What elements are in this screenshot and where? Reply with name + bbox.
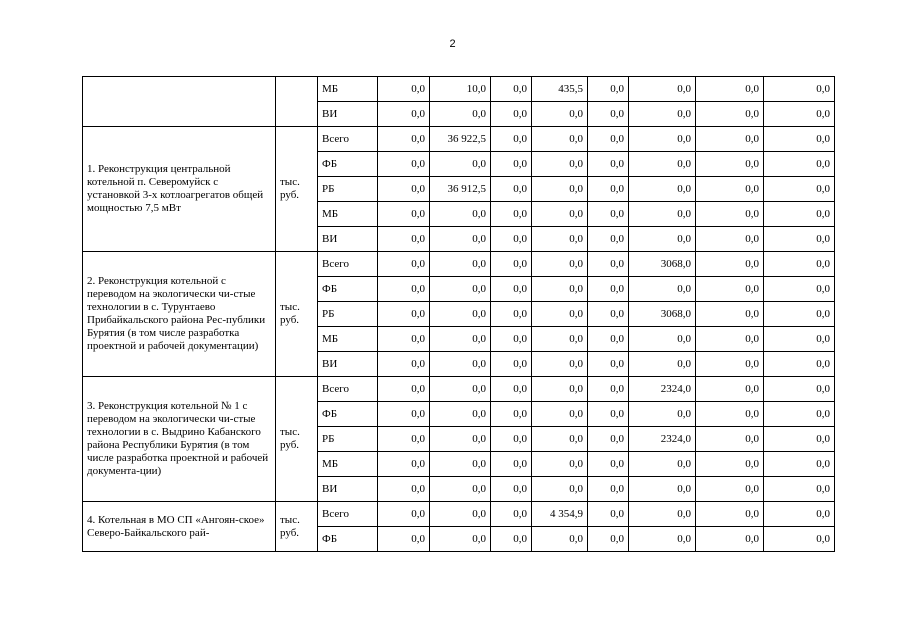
funding-source: ФБ xyxy=(318,402,378,427)
funding-source: Всего xyxy=(318,377,378,402)
value-cell: 0,0 xyxy=(764,202,835,227)
value-cell: 0,0 xyxy=(430,152,491,177)
value-cell: 0,0 xyxy=(378,402,430,427)
funding-source: ВИ xyxy=(318,352,378,377)
value-cell: 0,0 xyxy=(532,177,588,202)
value-cell: 0,0 xyxy=(491,327,532,352)
value-cell: 36 912,5 xyxy=(430,177,491,202)
value-cell: 0,0 xyxy=(764,377,835,402)
value-cell: 0,0 xyxy=(588,252,629,277)
value-cell: 0,0 xyxy=(532,152,588,177)
value-cell: 0,0 xyxy=(491,377,532,402)
value-cell: 0,0 xyxy=(588,527,629,552)
table-row xyxy=(83,252,835,277)
value-cell: 0,0 xyxy=(430,227,491,252)
funding-source: Всего xyxy=(318,127,378,152)
value-cell: 0,0 xyxy=(696,77,764,102)
value-cell: 0,0 xyxy=(491,252,532,277)
value-cell: 0,0 xyxy=(696,452,764,477)
funding-source: ВИ xyxy=(318,227,378,252)
value-cell: 4 354,9 xyxy=(532,502,588,527)
value-cell: 0,0 xyxy=(430,477,491,502)
value-cell: 0,0 xyxy=(588,177,629,202)
value-cell: 0,0 xyxy=(629,352,696,377)
funding-source: ВИ xyxy=(318,477,378,502)
value-cell: 0,0 xyxy=(764,427,835,452)
value-cell: 0,0 xyxy=(491,452,532,477)
value-cell: 0,0 xyxy=(629,502,696,527)
funding-source: РБ xyxy=(318,427,378,452)
value-cell: 0,0 xyxy=(588,427,629,452)
value-cell: 0,0 xyxy=(764,527,835,552)
value-cell: 0,0 xyxy=(532,427,588,452)
value-cell: 0,0 xyxy=(696,127,764,152)
value-cell: 36 922,5 xyxy=(430,127,491,152)
value-cell: 0,0 xyxy=(696,227,764,252)
funding-source: ВИ xyxy=(318,102,378,127)
value-cell: 0,0 xyxy=(491,177,532,202)
value-cell: 0,0 xyxy=(629,452,696,477)
funding-source: ФБ xyxy=(318,277,378,302)
value-cell: 0,0 xyxy=(764,477,835,502)
value-cell: 0,0 xyxy=(629,102,696,127)
value-cell: 0,0 xyxy=(430,377,491,402)
measure-description: 3. Реконструкция котельной № 1 с переводом на экологически чи-стые технологии в с. Выдрино Кабанского района Республики Бурятия (в том числе разработка проектной и рабочей документа-ции) xyxy=(83,377,276,502)
value-cell: 0,0 xyxy=(696,527,764,552)
value-cell: 0,0 xyxy=(491,277,532,302)
value-cell: 0,0 xyxy=(532,227,588,252)
value-cell: 10,0 xyxy=(430,77,491,102)
value-cell: 0,0 xyxy=(491,527,532,552)
value-cell: 0,0 xyxy=(491,127,532,152)
value-cell: 0,0 xyxy=(764,77,835,102)
value-cell: 0,0 xyxy=(764,177,835,202)
value-cell: 435,5 xyxy=(532,77,588,102)
value-cell: 0,0 xyxy=(588,477,629,502)
funding-source: МБ xyxy=(318,77,378,102)
value-cell: 0,0 xyxy=(588,452,629,477)
funding-source: ФБ xyxy=(318,152,378,177)
value-cell: 0,0 xyxy=(764,452,835,477)
value-cell: 0,0 xyxy=(696,252,764,277)
value-cell: 0,0 xyxy=(532,102,588,127)
value-cell: 0,0 xyxy=(764,227,835,252)
value-cell: 0,0 xyxy=(629,77,696,102)
value-cell: 0,0 xyxy=(430,502,491,527)
value-cell: 0,0 xyxy=(491,427,532,452)
value-cell: 0,0 xyxy=(764,402,835,427)
value-cell: 0,0 xyxy=(378,277,430,302)
table-row xyxy=(83,77,835,102)
value-cell: 0,0 xyxy=(430,302,491,327)
value-cell: 0,0 xyxy=(696,202,764,227)
value-cell: 0,0 xyxy=(491,477,532,502)
table-row xyxy=(83,127,835,152)
value-cell: 0,0 xyxy=(629,477,696,502)
page-number: 2 xyxy=(449,38,456,50)
value-cell: 0,0 xyxy=(696,277,764,302)
value-cell: 0,0 xyxy=(532,202,588,227)
value-cell: 0,0 xyxy=(378,127,430,152)
value-cell: 0,0 xyxy=(764,502,835,527)
funding-source: МБ xyxy=(318,452,378,477)
value-cell: 0,0 xyxy=(378,202,430,227)
value-cell: 0,0 xyxy=(588,227,629,252)
value-cell: 0,0 xyxy=(588,202,629,227)
value-cell: 0,0 xyxy=(764,327,835,352)
value-cell: 0,0 xyxy=(629,152,696,177)
value-cell: 0,0 xyxy=(764,302,835,327)
value-cell: 0,0 xyxy=(491,402,532,427)
value-cell: 0,0 xyxy=(378,102,430,127)
value-cell: 0,0 xyxy=(491,302,532,327)
value-cell: 0,0 xyxy=(629,277,696,302)
value-cell: 2324,0 xyxy=(629,377,696,402)
measure-description xyxy=(83,77,276,127)
value-cell: 3068,0 xyxy=(629,252,696,277)
measure-description: 4. Котельная в МО СП «Ангоян-ское» Северо-Байкальского рай- xyxy=(83,502,276,552)
value-cell: 0,0 xyxy=(588,302,629,327)
value-cell: 0,0 xyxy=(696,402,764,427)
value-cell: 0,0 xyxy=(696,327,764,352)
funding-source: РБ xyxy=(318,177,378,202)
value-cell: 0,0 xyxy=(696,177,764,202)
value-cell: 0,0 xyxy=(696,302,764,327)
value-cell: 0,0 xyxy=(532,252,588,277)
value-cell: 0,0 xyxy=(696,152,764,177)
value-cell: 0,0 xyxy=(491,352,532,377)
value-cell: 2324,0 xyxy=(629,427,696,452)
value-cell: 0,0 xyxy=(629,227,696,252)
value-cell: 0,0 xyxy=(764,252,835,277)
value-cell: 0,0 xyxy=(629,402,696,427)
value-cell: 0,0 xyxy=(491,77,532,102)
value-cell: 0,0 xyxy=(588,77,629,102)
value-cell: 0,0 xyxy=(588,277,629,302)
value-cell: 0,0 xyxy=(696,352,764,377)
value-cell: 0,0 xyxy=(696,377,764,402)
funding-source: МБ xyxy=(318,327,378,352)
value-cell: 0,0 xyxy=(629,527,696,552)
value-cell: 0,0 xyxy=(588,327,629,352)
value-cell: 0,0 xyxy=(378,452,430,477)
value-cell: 0,0 xyxy=(629,202,696,227)
value-cell: 0,0 xyxy=(764,152,835,177)
value-cell: 0,0 xyxy=(588,402,629,427)
value-cell: 0,0 xyxy=(430,102,491,127)
value-cell: 0,0 xyxy=(696,102,764,127)
value-cell: 0,0 xyxy=(430,252,491,277)
value-cell: 0,0 xyxy=(430,352,491,377)
value-cell: 0,0 xyxy=(430,327,491,352)
value-cell: 0,0 xyxy=(378,377,430,402)
value-cell: 0,0 xyxy=(532,127,588,152)
value-cell: 0,0 xyxy=(491,102,532,127)
value-cell: 0,0 xyxy=(532,302,588,327)
measure-unit xyxy=(276,77,318,127)
value-cell: 0,0 xyxy=(378,477,430,502)
value-cell: 0,0 xyxy=(588,127,629,152)
value-cell: 0,0 xyxy=(491,227,532,252)
measure-unit: тыс. руб. xyxy=(276,127,318,252)
value-cell: 0,0 xyxy=(378,327,430,352)
value-cell: 0,0 xyxy=(696,477,764,502)
measure-unit: тыс. руб. xyxy=(276,377,318,502)
value-cell: 0,0 xyxy=(378,427,430,452)
value-cell: 0,0 xyxy=(378,502,430,527)
value-cell: 0,0 xyxy=(696,427,764,452)
value-cell: 0,0 xyxy=(378,77,430,102)
value-cell: 0,0 xyxy=(532,402,588,427)
value-cell: 0,0 xyxy=(378,252,430,277)
measure-description: 1. Реконструкция центральной котельной п. Северомуйск с установкой 3-х котлоагрегатов общей мощностью 7,5 мВт xyxy=(83,127,276,252)
value-cell: 0,0 xyxy=(378,152,430,177)
value-cell: 0,0 xyxy=(588,102,629,127)
value-cell: 0,0 xyxy=(378,227,430,252)
value-cell: 0,0 xyxy=(532,527,588,552)
value-cell: 0,0 xyxy=(430,402,491,427)
value-cell: 0,0 xyxy=(588,352,629,377)
value-cell: 0,0 xyxy=(532,352,588,377)
value-cell: 0,0 xyxy=(491,502,532,527)
table-row xyxy=(83,502,835,527)
value-cell: 0,0 xyxy=(764,352,835,377)
value-cell: 0,0 xyxy=(764,277,835,302)
value-cell: 0,0 xyxy=(378,177,430,202)
measure-description: 2. Реконструкция котельной с переводом на экологически чи-стые технологии в с. Турунтаево Прибайкальского района Рес-публики Бурятия (в том числе разработка проектной и рабочей документации) xyxy=(83,252,276,377)
value-cell: 0,0 xyxy=(764,127,835,152)
value-cell: 0,0 xyxy=(532,377,588,402)
table-body xyxy=(83,77,835,552)
value-cell: 0,0 xyxy=(588,152,629,177)
value-cell: 0,0 xyxy=(588,377,629,402)
value-cell: 0,0 xyxy=(430,452,491,477)
value-cell: 0,0 xyxy=(629,127,696,152)
funding-source: Всего xyxy=(318,252,378,277)
value-cell: 0,0 xyxy=(430,527,491,552)
value-cell: 0,0 xyxy=(378,302,430,327)
value-cell: 0,0 xyxy=(378,527,430,552)
value-cell: 0,0 xyxy=(629,327,696,352)
value-cell: 3068,0 xyxy=(629,302,696,327)
funding-source: РБ xyxy=(318,302,378,327)
measure-unit: тыс. руб. xyxy=(276,252,318,377)
value-cell: 0,0 xyxy=(430,202,491,227)
value-cell: 0,0 xyxy=(491,202,532,227)
funding-source: МБ xyxy=(318,202,378,227)
funding-source: ФБ xyxy=(318,527,378,552)
value-cell: 0,0 xyxy=(532,452,588,477)
value-cell: 0,0 xyxy=(696,502,764,527)
value-cell: 0,0 xyxy=(430,427,491,452)
table-row xyxy=(83,377,835,402)
value-cell: 0,0 xyxy=(764,102,835,127)
value-cell: 0,0 xyxy=(491,152,532,177)
value-cell: 0,0 xyxy=(378,352,430,377)
value-cell: 0,0 xyxy=(629,177,696,202)
value-cell: 0,0 xyxy=(532,477,588,502)
value-cell: 0,0 xyxy=(532,327,588,352)
value-cell: 0,0 xyxy=(430,277,491,302)
measure-unit: тыс. руб. xyxy=(276,502,318,552)
value-cell: 0,0 xyxy=(588,502,629,527)
funding-source: Всего xyxy=(318,502,378,527)
value-cell: 0,0 xyxy=(532,277,588,302)
budget-table xyxy=(82,76,835,552)
